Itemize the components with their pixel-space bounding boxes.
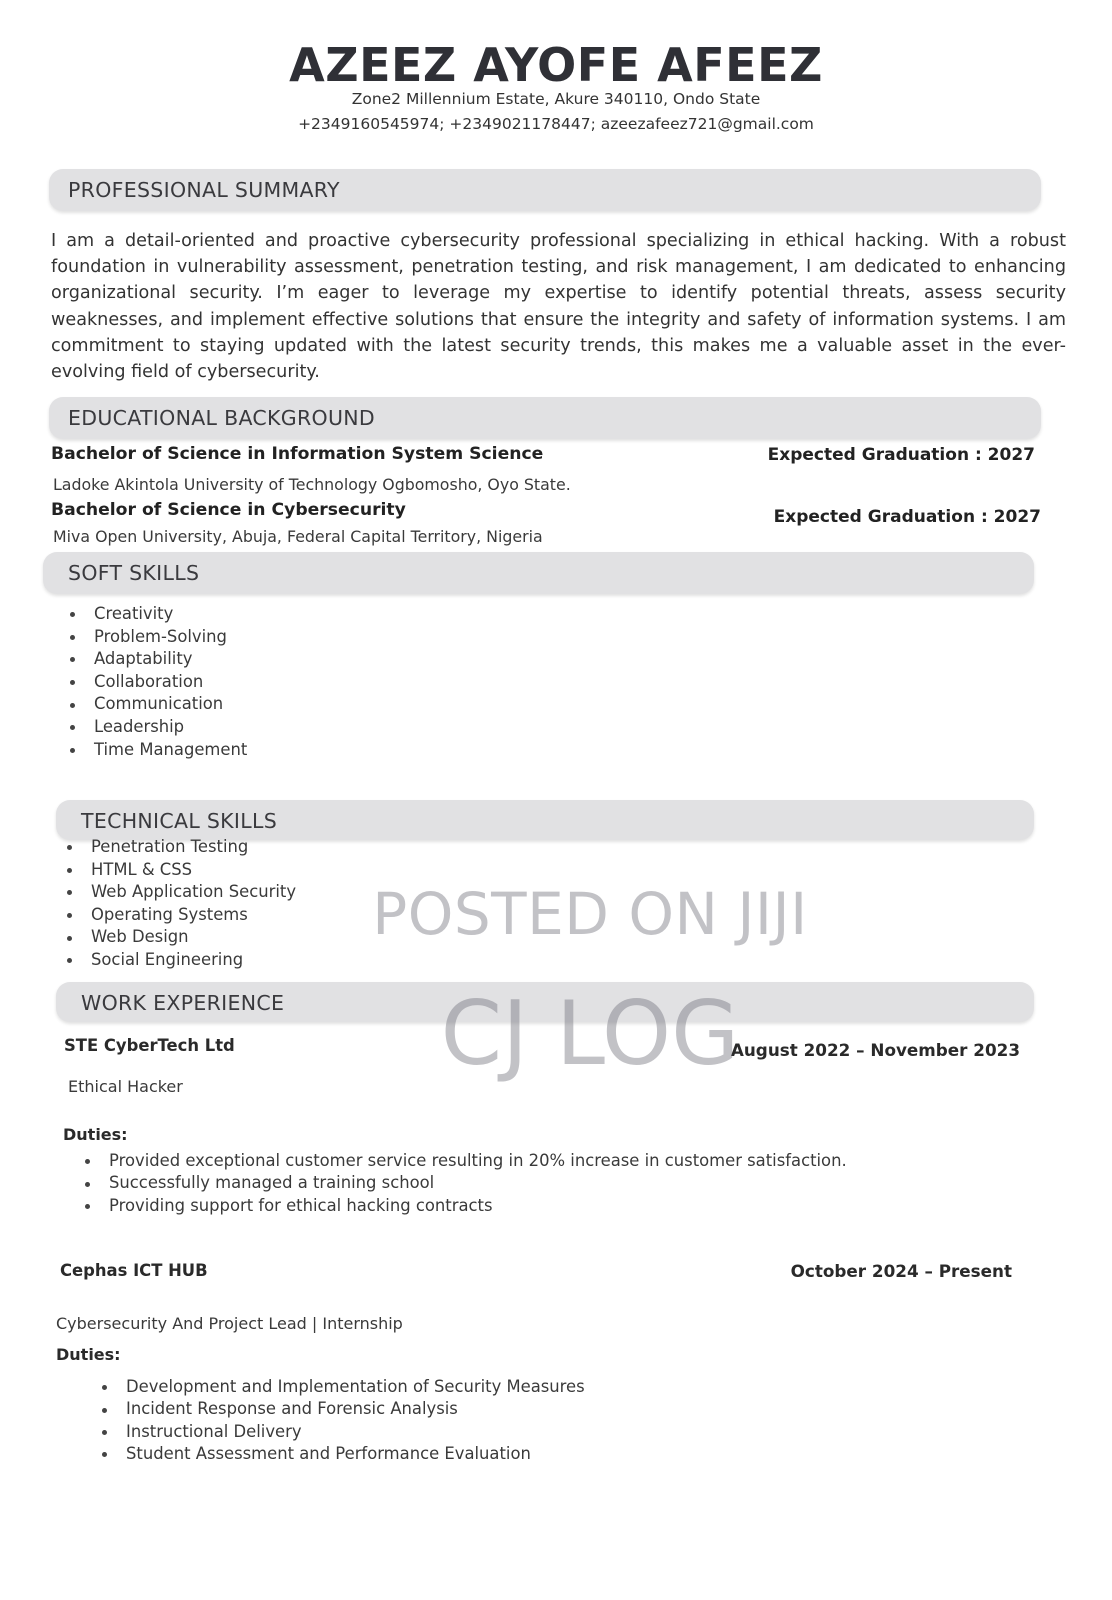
resume-name: AZEEZ AYOFE AFEEZ <box>289 38 823 92</box>
graduation-date: Expected Graduation : 2027 <box>773 507 1041 527</box>
duties-label: Duties: <box>56 1345 121 1364</box>
soft-skills-list <box>70 603 247 761</box>
soft-skill-item <box>70 716 247 739</box>
school-name: Ladoke Akintola University of Technology Ogbomosho, Oyo State. <box>53 475 571 494</box>
bullet-icon <box>70 748 75 753</box>
watermark-logo-text: CJ LOG <box>440 982 740 1085</box>
duties-list <box>102 1376 585 1466</box>
bullet-icon <box>85 1182 90 1187</box>
contact-info: +2349160545974; +2349021178447; azeezafeez721@gmail.com <box>298 115 814 133</box>
bullet-icon <box>67 936 72 941</box>
section-heading-summary: PROFESSIONAL SUMMARY <box>68 178 340 202</box>
company-name: Cephas ICT HUB <box>60 1261 208 1280</box>
duty-item <box>102 1421 585 1443</box>
duty-item-text: Providing support for ethical hacking contracts <box>109 1195 493 1215</box>
job-role: Ethical Hacker <box>68 1077 183 1096</box>
section-bar-soft-skills <box>43 552 1034 594</box>
company-name: STE CyberTech Ltd <box>64 1036 235 1055</box>
duty-item-text: Incident Response and Forensic Analysis <box>126 1399 458 1419</box>
bullet-icon <box>67 890 72 895</box>
technical-skill-item-text: Penetration Testing <box>91 837 249 856</box>
technical-skill-item <box>67 859 296 882</box>
duty-item <box>102 1443 585 1465</box>
bullet-icon <box>102 1430 107 1435</box>
bullet-icon <box>67 845 72 850</box>
duties-list <box>85 1150 847 1217</box>
soft-skill-item <box>70 603 247 626</box>
section-heading-soft-skills: SOFT SKILLS <box>68 561 200 585</box>
soft-skill-item-text: Communication <box>94 694 224 714</box>
section-heading-work-experience: WORK EXPERIENCE <box>81 991 285 1015</box>
soft-skill-item-text: Collaboration <box>94 671 204 691</box>
job-dates: August 2022 – November 2023 <box>730 1040 1020 1060</box>
bullet-icon <box>102 1385 107 1390</box>
technical-skill-item-text: HTML & CSS <box>91 859 193 879</box>
bullet-icon <box>102 1452 107 1457</box>
bullet-icon <box>67 913 72 918</box>
section-heading-technical-skills: TECHNICAL SKILLS <box>81 809 278 833</box>
degree-title: Bachelor of Science in Information System Science <box>51 444 544 464</box>
technical-skill-item-text: Social Engineering <box>91 949 244 969</box>
bullet-icon <box>70 680 75 685</box>
bullet-icon <box>70 635 75 640</box>
bullet-icon <box>70 657 75 662</box>
bullet-icon <box>67 868 72 873</box>
section-bar-summary <box>49 169 1041 211</box>
technical-skill-item <box>67 881 296 904</box>
graduation-date: Expected Graduation : 2027 <box>767 445 1035 465</box>
bullet-icon <box>85 1204 90 1209</box>
summary-text: I am a detail-oriented and proactive cybersecurity professional specializing in ethical hacking. With a robust foundation in vulnerability assessment, penetration testing, and risk management, I am dedicated to enhancing organizational security. I’m eager to leverage my expertise to identify potential threats, assess security weaknesses, and implement effective solutions that ensure the integrity and safety of information systems. I am commitment to staying updated with the latest security trends, this makes me a valuable asset in the ever-evolving field of cybersecurity. <box>51 231 1066 383</box>
bullet-icon <box>67 958 72 963</box>
job-dates: October 2024 – Present <box>790 1261 1012 1281</box>
technical-skill-item-text: Web Design <box>91 927 189 947</box>
soft-skill-item-text: Creativity <box>94 604 174 623</box>
technical-skill-item-text: Operating Systems <box>91 904 248 924</box>
technical-skill-item-text: Web Application Security <box>91 882 297 902</box>
technical-skill-item <box>67 926 296 949</box>
duty-item-text: Provided exceptional customer service resulting in 20% increase in customer satisfaction. <box>109 1151 847 1170</box>
duty-item-text: Instructional Delivery <box>126 1421 302 1441</box>
bullet-icon <box>70 725 75 730</box>
technical-skill-item <box>67 949 296 972</box>
duty-item <box>85 1195 847 1217</box>
soft-skill-item-text: Problem-Solving <box>94 626 227 646</box>
bullet-icon <box>102 1408 107 1413</box>
duty-item <box>85 1150 847 1172</box>
degree-title: Bachelor of Science in Cybersecurity <box>51 500 406 520</box>
duty-item-text: Development and Implementation of Security Measures <box>126 1377 585 1396</box>
duty-item <box>85 1172 847 1194</box>
duties-label: Duties: <box>63 1125 128 1144</box>
soft-skill-item <box>70 648 247 671</box>
section-bar-education <box>49 397 1041 439</box>
section-bar-technical-skills <box>56 800 1034 840</box>
bullet-icon <box>85 1159 90 1164</box>
soft-skill-item <box>70 626 247 649</box>
soft-skill-item-text: Time Management <box>94 739 248 759</box>
bullet-icon <box>70 612 75 617</box>
duty-item-text: Successfully managed a training school <box>109 1173 435 1193</box>
technical-skills-list <box>67 836 296 972</box>
bullet-icon <box>70 703 75 708</box>
school-name: Miva Open University, Abuja, Federal Capital Territory, Nigeria <box>53 527 543 546</box>
job-role: Cybersecurity And Project Lead | Internship <box>56 1314 403 1333</box>
soft-skill-item <box>70 671 247 694</box>
soft-skill-item-text: Leadership <box>94 716 185 736</box>
duty-item-text: Student Assessment and Performance Evaluation <box>126 1444 531 1464</box>
watermark-posted: POSTED ON JIJI <box>372 880 808 948</box>
soft-skill-item <box>70 739 247 762</box>
address: Zone2 Millennium Estate, Akure 340110, Ondo State <box>351 90 761 108</box>
soft-skill-item-text: Adaptability <box>94 649 193 669</box>
section-heading-education: EDUCATIONAL BACKGROUND <box>68 406 375 430</box>
soft-skill-item <box>70 693 247 716</box>
duty-item <box>102 1376 585 1398</box>
technical-skill-item <box>67 904 296 927</box>
technical-skill-item <box>67 836 296 859</box>
duty-item <box>102 1398 585 1420</box>
